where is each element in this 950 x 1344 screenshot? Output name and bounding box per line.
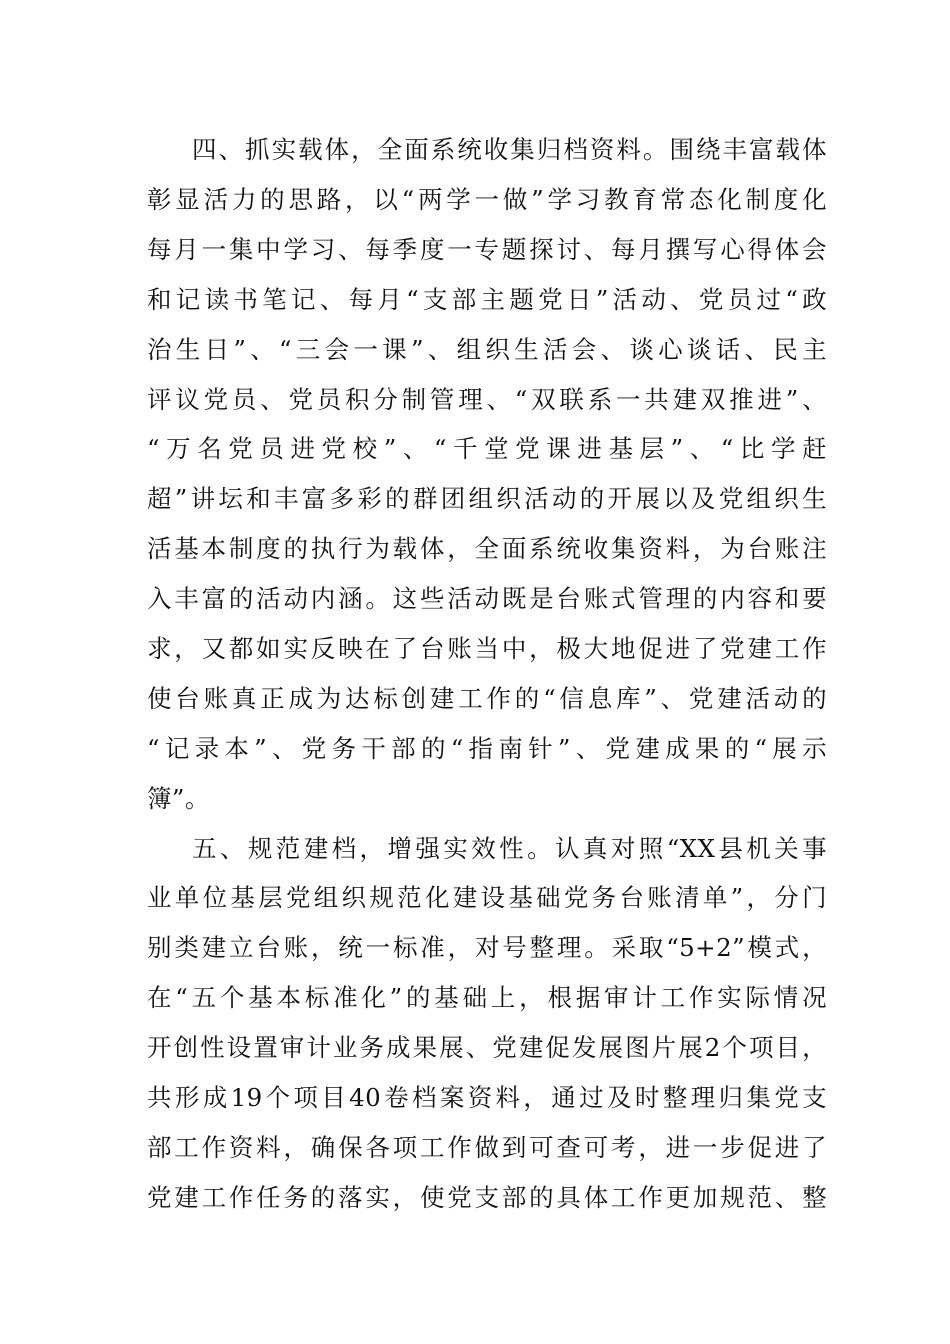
text-line: 在“五个基本标准化”的基础上，根据审计工作实际情况: [147, 983, 827, 1012]
text-line: 部工作资料，确保各项工作做到可查可考，进一步促进了: [147, 1133, 827, 1162]
text-line: 别类建立台账，统一标准，对号整理。采取“5+2”模式，: [147, 933, 827, 962]
text-line: 使台账真正成为达标创建工作的“信息库”、党建活动的: [147, 684, 827, 713]
text-line: 五、规范建档，增强实效性。认真对照“XX县机关事: [192, 834, 827, 863]
text-line: 活基本制度的执行为载体，全面系统收集资料，为台账注: [147, 534, 827, 563]
text-line: 彰显活力的思路，以“两学一做”学习教育常态化制度化: [147, 185, 827, 214]
text-line: 每月一集中学习、每季度一专题探讨、每月撰写心得体会: [147, 235, 827, 264]
text-line: 治生日”、“三会一课”、组织生活会、谈心谈话、民主: [147, 335, 827, 364]
text-line: 超”讲坛和丰富多彩的群团组织活动的开展以及党组织生: [147, 484, 827, 513]
text-line: 入丰富的活动内涵。这些活动既是台账式管理的内容和要: [147, 584, 827, 613]
text-line: 业单位基层党组织规范化建设基础党务台账清单”，分门: [147, 883, 827, 912]
text-line: 开创性设置审计业务成果展、党建促发展图片展2个项目，: [147, 1033, 827, 1062]
text-line: 求，又都如实反映在了台账当中，极大地促进了党建工作: [147, 634, 827, 663]
text-line: 评议党员、党员积分制管理、“双联系一共建双推进”、: [147, 385, 827, 414]
text-line: 党建工作任务的落实，使党支部的具体工作更加规范、整: [147, 1183, 827, 1212]
text-line: 共形成19个项目40卷档案资料，通过及时整理归集党支: [147, 1083, 827, 1112]
text-line: “万名党员进党校”、“千堂党课进基层”、“比学赶: [147, 434, 827, 463]
text-line: 簿”。: [147, 784, 210, 813]
text-line: 四、抓实载体，全面系统收集归档资料。围绕丰富载体: [192, 135, 827, 164]
text-line: “记录本”、党务干部的“指南针”、党建成果的“展示: [147, 734, 827, 763]
text-line: 和记读书笔记、每月“支部主题党日”活动、党员过“政: [147, 285, 827, 314]
